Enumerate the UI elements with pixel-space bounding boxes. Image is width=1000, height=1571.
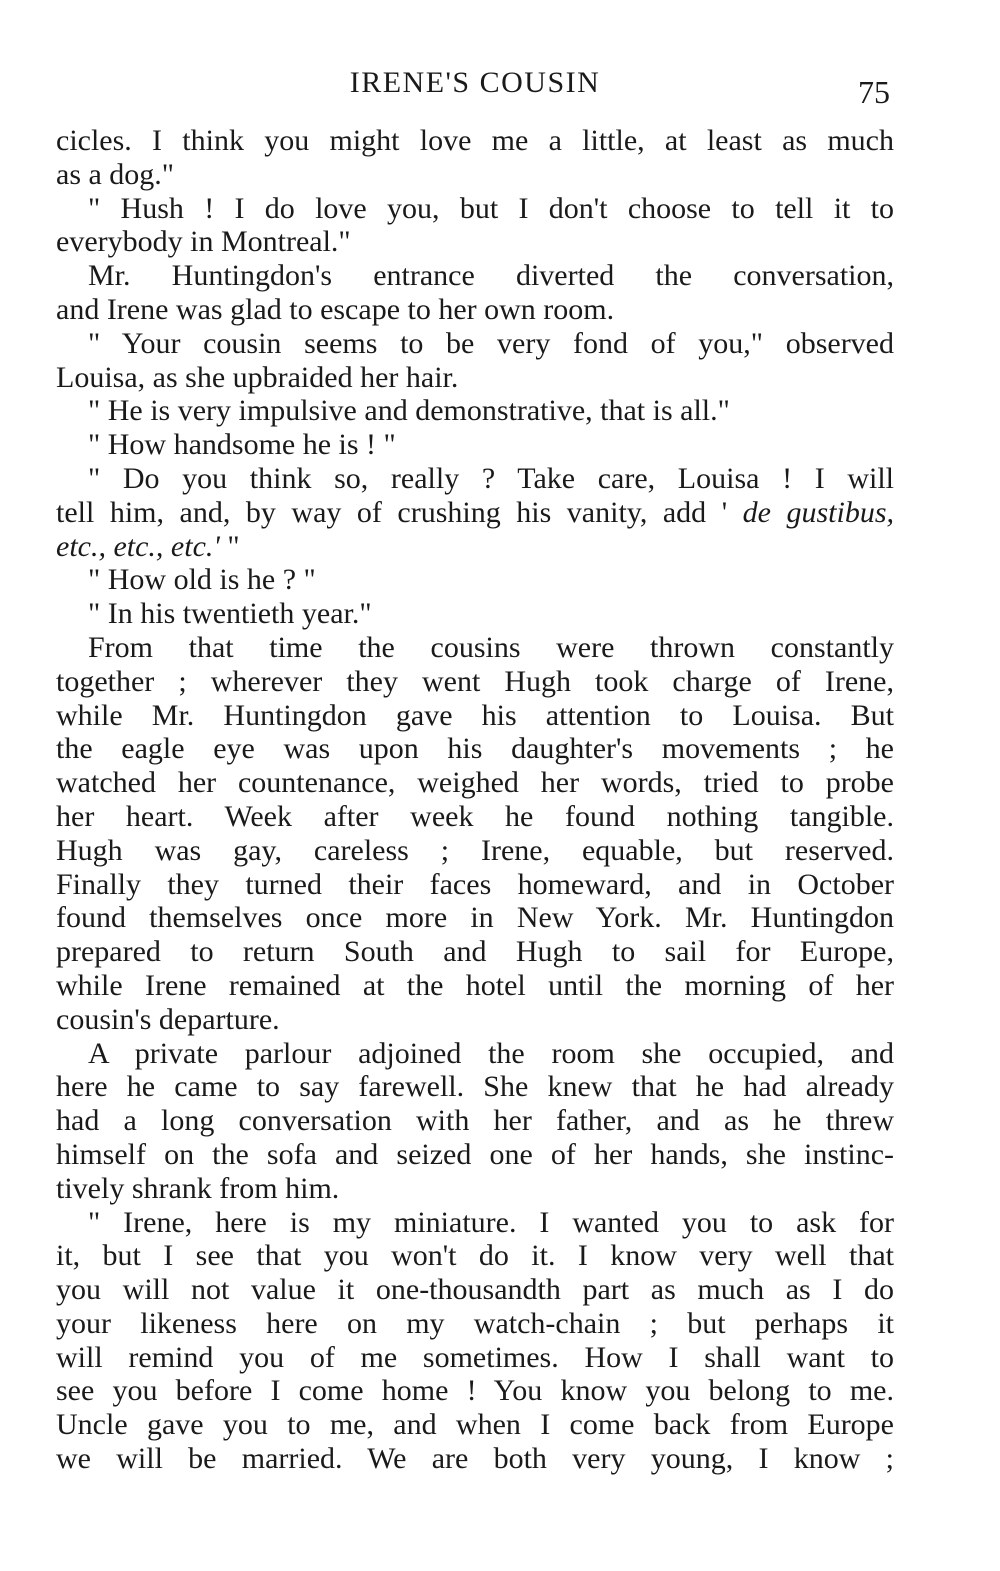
text-line: while Mr. Huntingdon gave his attention to Louisa. But <box>56 698 894 732</box>
text-line: Hugh was gay, careless ; Irene, equable, but reserved. <box>56 833 894 867</box>
text-line: cousin's departure. <box>56 1002 280 1036</box>
text-line: had a long conversation with her father, and as he threw <box>56 1104 894 1138</box>
text-line: Mr. Huntingdon's entrance diverted the conversation, <box>88 259 894 293</box>
text-line: " Your cousin seems to be very fond of you," observed <box>88 326 894 360</box>
text-line: together ; wherever they went Hugh took charge of Irene, <box>56 664 894 698</box>
text-line: your likeness here on my watch-chain ; but perhaps it <box>56 1306 894 1340</box>
text-line: tively shrank from him. <box>56 1171 340 1205</box>
text-line: " In his twentieth year." <box>88 597 372 631</box>
text-line: " Irene, here is my miniature. I wanted you to ask for <box>88 1205 894 1239</box>
text-line: " How old is he ? " <box>88 563 316 597</box>
text-line: it, but I see that you won't do it. I know very well that <box>56 1239 894 1273</box>
text-line: as a dog." <box>56 157 175 191</box>
text-line: and Irene was glad to escape to her own room. <box>56 292 615 326</box>
running-title: IRENE'S COUSIN <box>349 66 601 99</box>
text-line: himself on the sofa and seized one of her hands, she instinc- <box>56 1137 894 1171</box>
text-line: cicles. I think you might love me a little, at least as much <box>56 124 894 157</box>
text-line: you will not value it one-thousandth part as much as I do <box>56 1273 894 1307</box>
text-line: prepared to return South and Hugh to sail for Europe, <box>56 935 894 969</box>
text-line: we will be married. We are both very young, I know ; <box>56 1442 894 1476</box>
text-line: " Hush ! I do love you, but I don't choose to tell it to <box>88 191 894 225</box>
text-line: From that time the cousins were thrown constantly <box>88 630 894 664</box>
text-line: " How handsome he is ! " <box>88 428 396 462</box>
text-line: " Do you think so, really ? Take care, Louisa ! I will <box>88 461 894 495</box>
text-line: A private parlour adjoined the room she occupied, and <box>88 1036 894 1070</box>
text-line: tell him, and, by way of crushing his vanity, add ' de gustibus, <box>56 495 895 529</box>
text-line: see you before I come home ! You know you belong to me. <box>56 1374 894 1408</box>
text-line: watched her countenance, weighed her words, tried to probe <box>56 766 894 800</box>
page-number: 75 <box>858 74 890 110</box>
page-header <box>56 66 894 110</box>
latin-phrase: de gustibus, <box>742 495 895 529</box>
latin-phrase: etc., etc., etc.' <box>56 529 220 563</box>
text-line: the eagle eye was upon his daughter's movements ; he <box>56 732 894 766</box>
text-line: Finally they turned their faces homeward, and in October <box>56 867 894 901</box>
text-line: " He is very impulsive and demonstrative, that is all." <box>88 394 730 428</box>
body-text <box>56 124 894 1476</box>
text-line: Uncle gave you to me, and when I come back from Europe <box>56 1408 894 1442</box>
text-line: will remind you of me sometimes. How I shall want to <box>56 1340 894 1374</box>
text-line: Louisa, as she upbraided her hair. <box>56 360 459 394</box>
text-line: here he came to say farewell. She knew that he had already <box>56 1070 894 1104</box>
text-line: everybody in Montreal." <box>56 225 351 259</box>
text-line: her heart. Week after week he found nothing tangible. <box>56 799 894 833</box>
text-line: found themselves once more in New York. Mr. Huntingdon <box>56 901 894 935</box>
text-line: while Irene remained at the hotel until the morning of her <box>56 968 894 1002</box>
text-line: etc., etc., etc.' " <box>56 529 240 563</box>
